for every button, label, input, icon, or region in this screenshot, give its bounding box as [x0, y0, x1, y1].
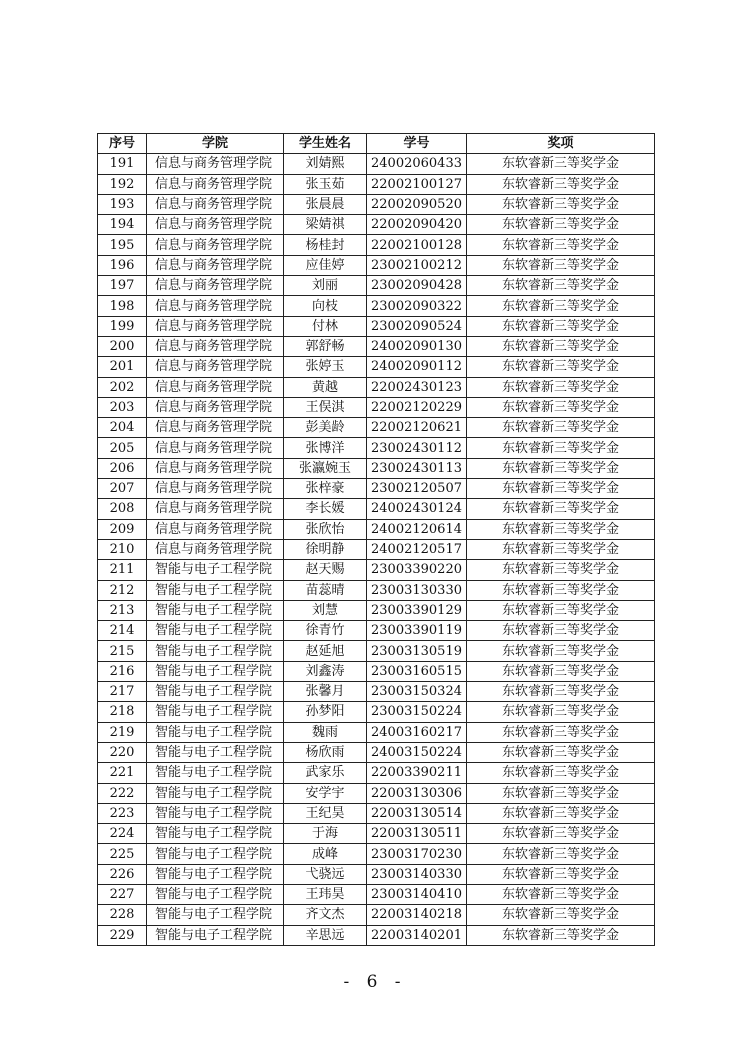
- header-student-name: 学生姓名: [284, 134, 367, 154]
- award-cell: 东软睿新三等奖学金: [467, 621, 655, 641]
- award-cell: 东软睿新三等奖学金: [467, 661, 655, 681]
- student-name-cell: 刘鑫涛: [284, 661, 367, 681]
- student-name-cell: 王玮昊: [284, 884, 367, 904]
- serial-number-cell: 194: [98, 215, 147, 235]
- table-body: [98, 154, 655, 946]
- student-name-cell: 赵延旭: [284, 641, 367, 661]
- award-cell: 东软睿新三等奖学金: [467, 377, 655, 397]
- award-cell: 东软睿新三等奖学金: [467, 276, 655, 296]
- award-cell: 东软睿新三等奖学金: [467, 479, 655, 499]
- header-college: 学院: [147, 134, 284, 154]
- serial-number-cell: 196: [98, 255, 147, 275]
- college-cell: 智能与电子工程学院: [147, 884, 284, 904]
- college-cell: 信息与商务管理学院: [147, 499, 284, 519]
- student-name-cell: 李长媛: [284, 499, 367, 519]
- student-name-cell: 徐明静: [284, 539, 367, 559]
- student-id-cell: 22003140201: [367, 925, 467, 945]
- serial-number-cell: 228: [98, 905, 147, 925]
- college-cell: 信息与商务管理学院: [147, 539, 284, 559]
- student-id-cell: 23003140410: [367, 884, 467, 904]
- student-id-cell: 23003140330: [367, 864, 467, 884]
- college-cell: 智能与电子工程学院: [147, 560, 284, 580]
- student-name-cell: 刘婧熙: [284, 154, 367, 174]
- table-row: [98, 824, 655, 844]
- serial-number-cell: 206: [98, 458, 147, 478]
- college-cell: 信息与商务管理学院: [147, 357, 284, 377]
- student-id-cell: 22002100127: [367, 174, 467, 194]
- serial-number-cell: 225: [98, 844, 147, 864]
- college-cell: 智能与电子工程学院: [147, 742, 284, 762]
- student-name-cell: 张欣怡: [284, 519, 367, 539]
- award-cell: 东软睿新三等奖学金: [467, 864, 655, 884]
- serial-number-cell: 204: [98, 418, 147, 438]
- serial-number-cell: 200: [98, 336, 147, 356]
- student-name-cell: 张玉茹: [284, 174, 367, 194]
- college-cell: 信息与商务管理学院: [147, 397, 284, 417]
- student-name-cell: 杨桂封: [284, 235, 367, 255]
- award-cell: 东软睿新三等奖学金: [467, 905, 655, 925]
- table-row: [98, 438, 655, 458]
- student-id-cell: 22002120229: [367, 397, 467, 417]
- student-id-cell: 23003150224: [367, 702, 467, 722]
- table-row: [98, 154, 655, 174]
- table-row: [98, 702, 655, 722]
- table-row: [98, 621, 655, 641]
- college-cell: 信息与商务管理学院: [147, 438, 284, 458]
- college-cell: 智能与电子工程学院: [147, 722, 284, 742]
- serial-number-cell: 215: [98, 641, 147, 661]
- student-name-cell: 刘慧: [284, 600, 367, 620]
- student-name-cell: 孙梦阳: [284, 702, 367, 722]
- header-serial-number: 序号: [98, 134, 147, 154]
- table-row: [98, 763, 655, 783]
- award-cell: 东软睿新三等奖学金: [467, 783, 655, 803]
- student-name-cell: 辛思远: [284, 925, 367, 945]
- student-name-cell: 徐青竹: [284, 621, 367, 641]
- college-cell: 信息与商务管理学院: [147, 235, 284, 255]
- student-name-cell: 王纪昊: [284, 803, 367, 823]
- college-cell: 智能与电子工程学院: [147, 682, 284, 702]
- table-row: [98, 641, 655, 661]
- serial-number-cell: 201: [98, 357, 147, 377]
- student-id-cell: 22002090420: [367, 215, 467, 235]
- serial-number-cell: 197: [98, 276, 147, 296]
- award-cell: 东软睿新三等奖学金: [467, 499, 655, 519]
- page-number: - 6 -: [343, 972, 407, 992]
- college-cell: 智能与电子工程学院: [147, 864, 284, 884]
- student-id-cell: 22002430123: [367, 377, 467, 397]
- award-cell: 东软睿新三等奖学金: [467, 458, 655, 478]
- student-id-cell: 23003390220: [367, 560, 467, 580]
- college-cell: 智能与电子工程学院: [147, 600, 284, 620]
- award-cell: 东软睿新三等奖学金: [467, 418, 655, 438]
- student-id-cell: 23003170230: [367, 844, 467, 864]
- table-row: [98, 682, 655, 702]
- student-name-cell: 张馨月: [284, 682, 367, 702]
- serial-number-cell: 211: [98, 560, 147, 580]
- student-name-cell: 黄越: [284, 377, 367, 397]
- serial-number-cell: 198: [98, 296, 147, 316]
- award-cell: 东软睿新三等奖学金: [467, 763, 655, 783]
- student-id-cell: 24002120517: [367, 539, 467, 559]
- table-row: [98, 397, 655, 417]
- student-name-cell: 齐文杰: [284, 905, 367, 925]
- college-cell: 信息与商务管理学院: [147, 194, 284, 214]
- student-id-cell: 24002120614: [367, 519, 467, 539]
- college-cell: 智能与电子工程学院: [147, 925, 284, 945]
- header-award: 奖项: [467, 134, 655, 154]
- student-id-cell: 23003160515: [367, 661, 467, 681]
- student-name-cell: 于海: [284, 824, 367, 844]
- serial-number-cell: 202: [98, 377, 147, 397]
- college-cell: 智能与电子工程学院: [147, 824, 284, 844]
- serial-number-cell: 219: [98, 722, 147, 742]
- serial-number-cell: 224: [98, 824, 147, 844]
- award-cell: 东软睿新三等奖学金: [467, 397, 655, 417]
- college-cell: 信息与商务管理学院: [147, 296, 284, 316]
- college-cell: 信息与商务管理学院: [147, 316, 284, 336]
- student-id-cell: 24002060433: [367, 154, 467, 174]
- college-cell: 信息与商务管理学院: [147, 519, 284, 539]
- college-cell: 信息与商务管理学院: [147, 418, 284, 438]
- table-row: [98, 600, 655, 620]
- student-name-cell: 应佳婷: [284, 255, 367, 275]
- college-cell: 智能与电子工程学院: [147, 844, 284, 864]
- student-id-cell: 23002430113: [367, 458, 467, 478]
- award-cell: 东软睿新三等奖学金: [467, 600, 655, 620]
- table-row: [98, 215, 655, 235]
- scholarship-table: [97, 133, 655, 946]
- header-student-id: 学号: [367, 134, 467, 154]
- college-cell: 信息与商务管理学院: [147, 255, 284, 275]
- table-row: [98, 336, 655, 356]
- award-cell: 东软睿新三等奖学金: [467, 884, 655, 904]
- student-id-cell: 22003130514: [367, 803, 467, 823]
- student-name-cell: 安学宇: [284, 783, 367, 803]
- table-row: [98, 255, 655, 275]
- student-name-cell: 魏雨: [284, 722, 367, 742]
- award-cell: 东软睿新三等奖学金: [467, 844, 655, 864]
- college-cell: 智能与电子工程学院: [147, 702, 284, 722]
- student-id-cell: 24003160217: [367, 722, 467, 742]
- student-id-cell: 24002090112: [367, 357, 467, 377]
- serial-number-cell: 212: [98, 580, 147, 600]
- serial-number-cell: 192: [98, 174, 147, 194]
- table-row: [98, 884, 655, 904]
- table-row: [98, 742, 655, 762]
- college-cell: 智能与电子工程学院: [147, 803, 284, 823]
- student-name-cell: 张瀛婉玉: [284, 458, 367, 478]
- serial-number-cell: 203: [98, 397, 147, 417]
- student-id-cell: 24002430124: [367, 499, 467, 519]
- serial-number-cell: 220: [98, 742, 147, 762]
- table-row: [98, 783, 655, 803]
- college-cell: 智能与电子工程学院: [147, 641, 284, 661]
- award-cell: 东软睿新三等奖学金: [467, 336, 655, 356]
- table-row: [98, 316, 655, 336]
- table-row: [98, 905, 655, 925]
- student-name-cell: 杨欣雨: [284, 742, 367, 762]
- award-cell: 东软睿新三等奖学金: [467, 702, 655, 722]
- award-cell: 东软睿新三等奖学金: [467, 154, 655, 174]
- award-cell: 东软睿新三等奖学金: [467, 519, 655, 539]
- student-id-cell: 23002120507: [367, 479, 467, 499]
- award-cell: 东软睿新三等奖学金: [467, 539, 655, 559]
- award-cell: 东软睿新三等奖学金: [467, 722, 655, 742]
- student-id-cell: 23003390119: [367, 621, 467, 641]
- award-cell: 东软睿新三等奖学金: [467, 296, 655, 316]
- award-cell: 东软睿新三等奖学金: [467, 316, 655, 336]
- serial-number-cell: 210: [98, 539, 147, 559]
- student-id-cell: 23003130519: [367, 641, 467, 661]
- serial-number-cell: 213: [98, 600, 147, 620]
- serial-number-cell: 208: [98, 499, 147, 519]
- table-row: [98, 519, 655, 539]
- serial-number-cell: 217: [98, 682, 147, 702]
- award-cell: 东软睿新三等奖学金: [467, 580, 655, 600]
- serial-number-cell: 222: [98, 783, 147, 803]
- award-cell: 东软睿新三等奖学金: [467, 255, 655, 275]
- serial-number-cell: 191: [98, 154, 147, 174]
- table-row: [98, 560, 655, 580]
- college-cell: 智能与电子工程学院: [147, 661, 284, 681]
- table-row: [98, 479, 655, 499]
- award-cell: 东软睿新三等奖学金: [467, 742, 655, 762]
- college-cell: 智能与电子工程学院: [147, 905, 284, 925]
- student-id-cell: 23002090524: [367, 316, 467, 336]
- table-row: [98, 194, 655, 214]
- table-row: [98, 276, 655, 296]
- award-cell: 东软睿新三等奖学金: [467, 235, 655, 255]
- college-cell: 信息与商务管理学院: [147, 458, 284, 478]
- student-name-cell: 武家乐: [284, 763, 367, 783]
- student-id-cell: 22003140218: [367, 905, 467, 925]
- college-cell: 智能与电子工程学院: [147, 621, 284, 641]
- student-id-cell: 24003150224: [367, 742, 467, 762]
- student-id-cell: 23002430112: [367, 438, 467, 458]
- serial-number-cell: 195: [98, 235, 147, 255]
- serial-number-cell: 223: [98, 803, 147, 823]
- award-cell: 东软睿新三等奖学金: [467, 925, 655, 945]
- student-name-cell: 弋骁远: [284, 864, 367, 884]
- table-row: [98, 722, 655, 742]
- student-id-cell: 22002100128: [367, 235, 467, 255]
- college-cell: 智能与电子工程学院: [147, 580, 284, 600]
- college-cell: 信息与商务管理学院: [147, 215, 284, 235]
- serial-number-cell: 207: [98, 479, 147, 499]
- serial-number-cell: 193: [98, 194, 147, 214]
- student-name-cell: 向枝: [284, 296, 367, 316]
- table-row: [98, 864, 655, 884]
- college-cell: 信息与商务管理学院: [147, 479, 284, 499]
- award-cell: 东软睿新三等奖学金: [467, 682, 655, 702]
- serial-number-cell: 205: [98, 438, 147, 458]
- student-name-cell: 张博洋: [284, 438, 367, 458]
- table-row: [98, 377, 655, 397]
- student-id-cell: 23002100212: [367, 255, 467, 275]
- table-row: [98, 844, 655, 864]
- serial-number-cell: 214: [98, 621, 147, 641]
- student-name-cell: 张晨晨: [284, 194, 367, 214]
- table-row: [98, 925, 655, 945]
- table-row: [98, 174, 655, 194]
- student-id-cell: 22003130306: [367, 783, 467, 803]
- award-cell: 东软睿新三等奖学金: [467, 824, 655, 844]
- student-id-cell: 22003390211: [367, 763, 467, 783]
- student-id-cell: 22002090520: [367, 194, 467, 214]
- student-id-cell: 23002090428: [367, 276, 467, 296]
- serial-number-cell: 227: [98, 884, 147, 904]
- table-row: [98, 499, 655, 519]
- award-cell: 东软睿新三等奖学金: [467, 194, 655, 214]
- college-cell: 信息与商务管理学院: [147, 154, 284, 174]
- serial-number-cell: 209: [98, 519, 147, 539]
- serial-number-cell: 199: [98, 316, 147, 336]
- award-cell: 东软睿新三等奖学金: [467, 641, 655, 661]
- table-row: [98, 357, 655, 377]
- award-cell: 东软睿新三等奖学金: [467, 174, 655, 194]
- serial-number-cell: 229: [98, 925, 147, 945]
- award-cell: 东软睿新三等奖学金: [467, 438, 655, 458]
- award-cell: 东软睿新三等奖学金: [467, 560, 655, 580]
- serial-number-cell: 216: [98, 661, 147, 681]
- table-row: [98, 803, 655, 823]
- serial-number-cell: 226: [98, 864, 147, 884]
- student-id-cell: 23003130330: [367, 580, 467, 600]
- table-row: [98, 539, 655, 559]
- college-cell: 信息与商务管理学院: [147, 174, 284, 194]
- table-row: [98, 458, 655, 478]
- table-row: [98, 580, 655, 600]
- award-cell: 东软睿新三等奖学金: [467, 215, 655, 235]
- table-row: [98, 418, 655, 438]
- college-cell: 信息与商务管理学院: [147, 377, 284, 397]
- serial-number-cell: 218: [98, 702, 147, 722]
- table-row: [98, 661, 655, 681]
- student-name-cell: 张婷玉: [284, 357, 367, 377]
- student-id-cell: 23003150324: [367, 682, 467, 702]
- student-name-cell: 张梓豪: [284, 479, 367, 499]
- student-id-cell: 24002090130: [367, 336, 467, 356]
- student-name-cell: 刘丽: [284, 276, 367, 296]
- college-cell: 信息与商务管理学院: [147, 336, 284, 356]
- student-name-cell: 郭舒畅: [284, 336, 367, 356]
- award-cell: 东软睿新三等奖学金: [467, 357, 655, 377]
- student-name-cell: 彭美龄: [284, 418, 367, 438]
- college-cell: 智能与电子工程学院: [147, 763, 284, 783]
- award-cell: 东软睿新三等奖学金: [467, 803, 655, 823]
- student-name-cell: 赵天赐: [284, 560, 367, 580]
- table-header-row: [98, 134, 655, 154]
- student-id-cell: 22003130511: [367, 824, 467, 844]
- student-id-cell: 23002090322: [367, 296, 467, 316]
- student-id-cell: 23003390129: [367, 600, 467, 620]
- student-name-cell: 成峰: [284, 844, 367, 864]
- student-name-cell: 王俣淇: [284, 397, 367, 417]
- student-id-cell: 22002120621: [367, 418, 467, 438]
- serial-number-cell: 221: [98, 763, 147, 783]
- table-row: [98, 235, 655, 255]
- college-cell: 信息与商务管理学院: [147, 276, 284, 296]
- college-cell: 智能与电子工程学院: [147, 783, 284, 803]
- student-name-cell: 付林: [284, 316, 367, 336]
- student-name-cell: 苗蕊晴: [284, 580, 367, 600]
- table-row: [98, 296, 655, 316]
- student-name-cell: 梁婧祺: [284, 215, 367, 235]
